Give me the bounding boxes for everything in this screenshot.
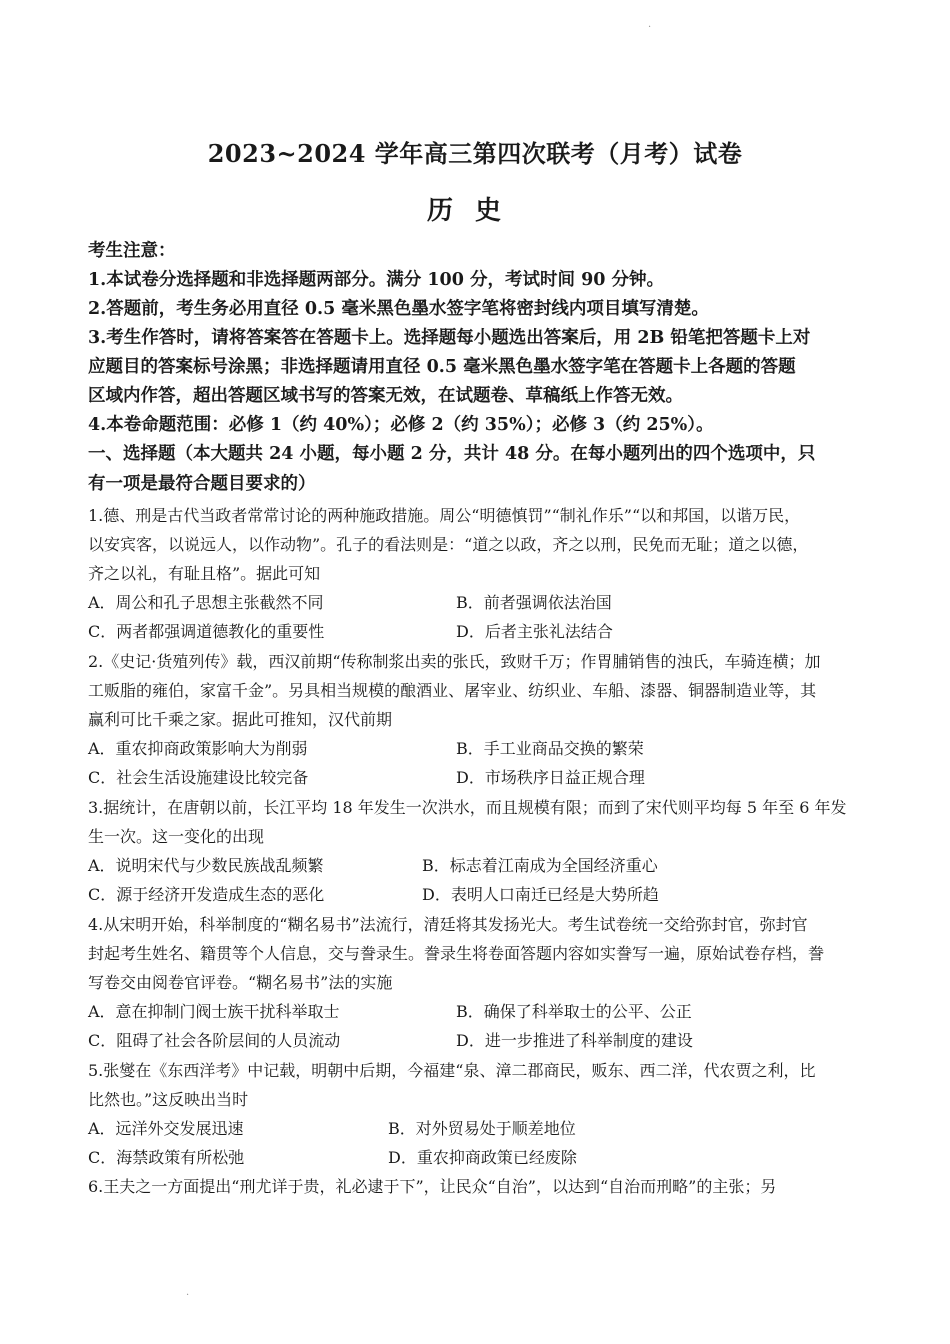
question-4-option-a: A．意在抑制门阀士族干扰科举取士 [88,1002,340,1021]
question-3-option-d: D．表明人口南迁已经是大势所趋 [422,885,659,904]
scan-dot-bottom: · [186,1290,190,1301]
question-5-line-2: 比然也。”这反映出当时 [88,1090,249,1109]
question-5-option-d: D．重农抑商政策已经废除 [388,1148,577,1167]
subject-title: 历史 [426,196,523,226]
question-6-line-1: 6.王夫之一方面提出“刑尤详于贵，礼必逮于下”，让民众“自治”，以达到“自治而刑略”的主张；另 [88,1177,777,1196]
question-2-option-c: C．社会生活设施建设比较完备 [88,768,309,787]
question-5-option-c: C．海禁政策有所松弛 [88,1148,245,1167]
notice-item-1: 1.本试卷分选择题和非选择题两部分。满分 100 分，考试时间 90 分钟。 [88,270,665,290]
question-4-line-2: 封起考生姓名、籍贯等个人信息，交与誊录生。誊录生将卷面答题内容如实誊写一遍，原始试卷存档，誊 [88,944,825,963]
question-2-option-b: B．手工业商品交换的繁荣 [456,739,644,758]
question-5-option-b: B．对外贸易处于顺差地位 [388,1119,576,1138]
question-1-option-a: A．周公和孔子思想主张截然不同 [88,593,324,612]
question-1-line-3: 齐之以礼，有耻且格”。据此可知 [88,564,321,583]
question-1-option-d: D．后者主张礼法结合 [456,622,613,641]
notice-item-2: 2.答题前，考生务必用直径 0.5 毫米黑色墨水签字笔将密封线内项目填写清楚。 [88,299,709,319]
question-4-option-c: C．阻碍了社会各阶层间的人员流动 [88,1031,341,1050]
question-4-line-3: 写卷交由阅卷官评卷。“糊名易书”法的实施 [88,973,393,992]
section-heading: 一、选择题（本大题共 24 小题，每小题 2 分，共计 48 分。在每小题列出的四个选项中，只 [88,444,816,464]
question-2-line-1: 2.《史记·货殖列传》载，西汉前期“传称制浆出卖的张氏，致财千万；作胃脯销售的浊氏，车骑连横；加 [88,652,821,671]
question-3-option-a: A．说明宋代与少数民族战乱频繁 [88,856,324,875]
question-3-option-c: C．源于经济开发造成生态的恶化 [88,885,325,904]
question-1-option-c: C．两者都强调道德教化的重要性 [88,622,325,641]
question-2-option-a: A．重农抑商政策影响大为削弱 [88,739,308,758]
notice-item-4: 4.本卷命题范围：必修 1（约 40%）；必修 2（约 35%）；必修 3（约 25%）。 [88,415,714,435]
question-1-option-b: B．前者强调依法治国 [456,593,612,612]
question-5-option-a: A．远洋外交发展迅速 [88,1119,244,1138]
question-1-line-1: 1.德、刑是古代当政者常常讨论的两种施政措施。周公“明德慎罚”“制礼作乐”“以和邦国，以谐万民， [88,506,801,525]
question-4-line-1: 4.从宋明开始，科举制度的“糊名易书”法流行，清廷将其发扬光大。考生试卷统一交给弥封官，弥封官 [88,915,808,934]
question-4-option-b: B．确保了科举取士的公平、公正 [456,1002,692,1021]
notice-item-3: 3.考生作答时，请将答案答在答题卡上。选择题每小题选出答案后，用 2B 铅笔把答题卡上对 [88,328,811,348]
question-5-line-1: 5.张燮在《东西洋考》中记载，明朝中后期，今福建“泉、漳二郡商民，贩东、西二洋，代农贾之利，比 [88,1061,816,1080]
question-3-option-b: B．标志着江南成为全国经济重心 [422,856,658,875]
question-3-line-2: 生一次。这一变化的出现 [88,827,265,846]
question-1-line-2: 以安宾客，以说远人，以作动物”。孔子的看法则是：“道之以政，齐之以刑，民免而无耻；道之以德， [88,535,809,554]
question-2-line-2: 工贩脂的雍伯，家富千金”。另具相当规模的酿酒业、屠宰业、纺织业、车船、漆器、铜器制造业等，其 [88,681,817,700]
notice-heading: 考生注意： [88,241,176,261]
notice-item-3-cont1: 应题目的答案标号涂黑；非选择题请用直径 0.5 毫米黑色墨水签字笔在答题卡上各题的答题 [88,357,796,377]
question-3-line-1: 3.据统计，在唐朝以前，长江平均 18 年发生一次洪水，而且规模有限；而到了宋代则平均每 5 年至 6 年发 [88,798,847,817]
question-4-option-d: D．进一步推进了科举制度的建设 [456,1031,693,1050]
section-heading-cont: 有一项是最符合题目要求的） [88,474,316,494]
scan-dot-top: · [648,22,652,33]
question-2-line-3: 赢利可比千乘之家。据此可推知，汉代前期 [88,710,393,729]
exam-title: 2023~2024 学年高三第四次联考（月考）试卷 [207,139,743,168]
notice-item-3-cont2: 区域内作答，超出答题区域书写的答案无效，在试题卷、草稿纸上作答无效。 [88,386,683,406]
question-2-option-d: D．市场秩序日益正规合理 [456,768,645,787]
